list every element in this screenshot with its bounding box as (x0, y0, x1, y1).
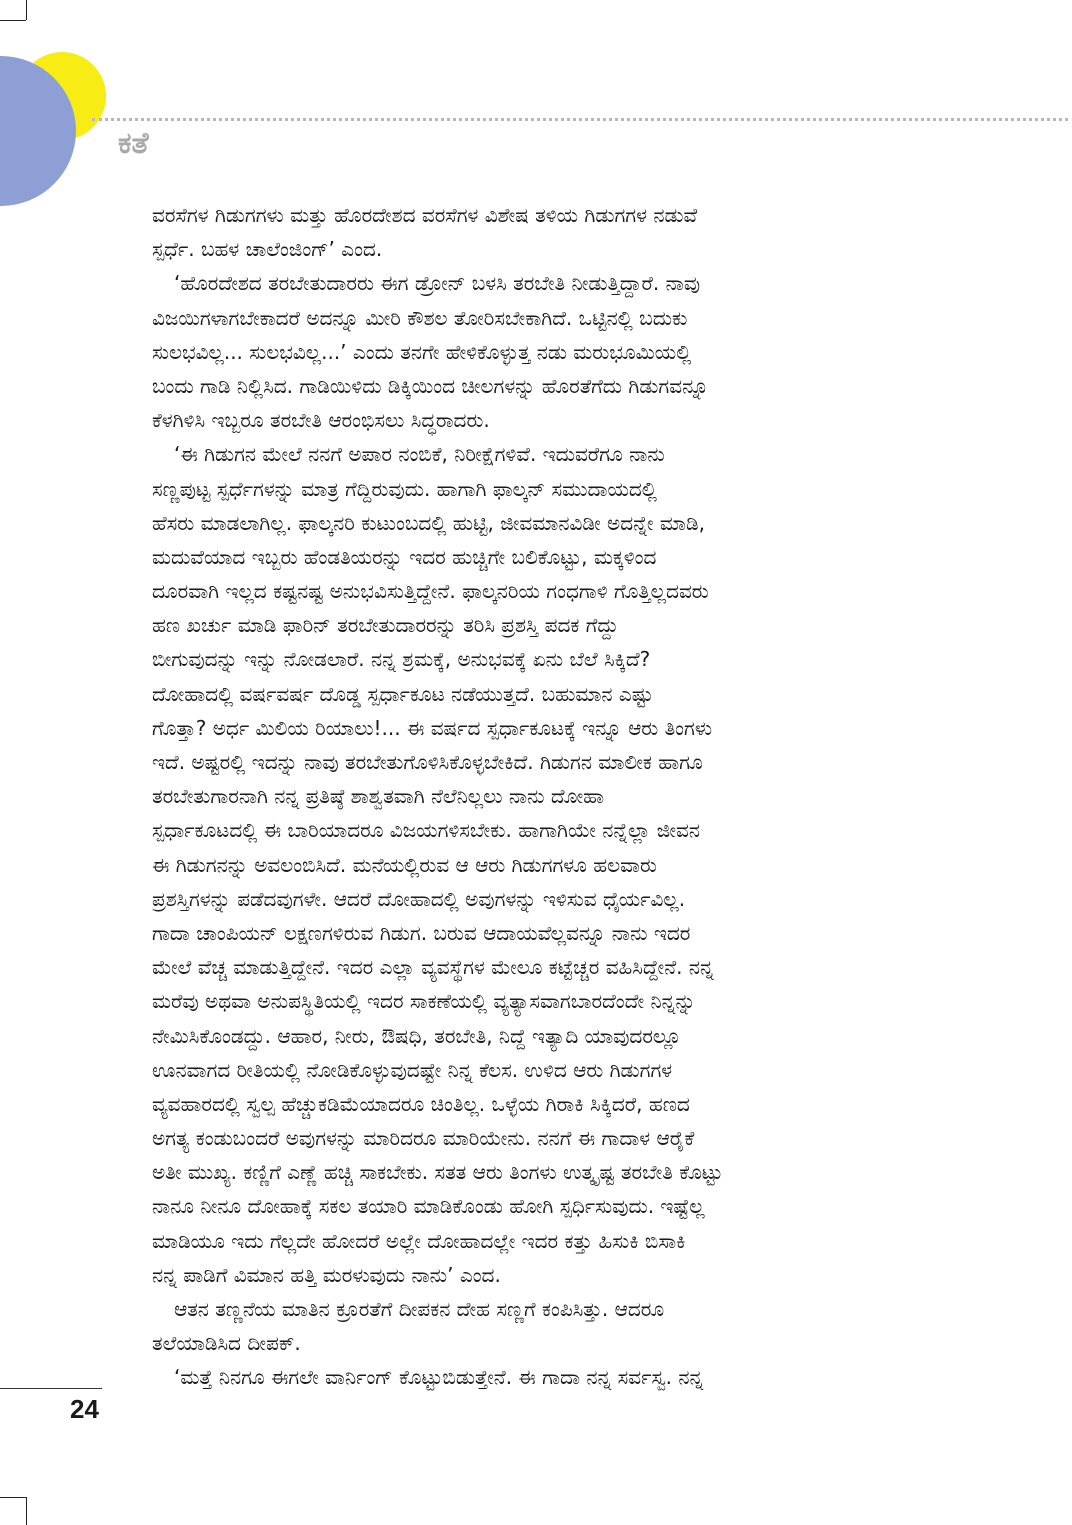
text-line: ಪ್ರಶಸ್ತಿಗಳನ್ನು ಪಡೆದವುಗಳೇ. ಆದರೆ ದೋಹಾದಲ್ಲಿ ಅವುಗಳನ್ನು ಇಳಿಸುವ ಧೈರ್ಯವಿಲ್ಲ. (152, 886, 686, 911)
text-line: ಊನವಾಗದ ರೀತಿಯಲ್ಲಿ ನೋಡಿಕೊಳ್ಳುವುದಷ್ಟೇ ನಿನ್ನ ಕೆಲಸ. ಉಳಿದ ಆರು ಗಿಡುಗಗಳ (152, 1057, 673, 1082)
crop-mark-top (26, 0, 27, 20)
text-line: ತರಬೇತುಗಾರನಾಗಿ ನನ್ನ ಪ್ರತಿಷ್ಠೆ ಶಾಶ್ವತವಾಗಿ ನೆಲೆನಿಲ್ಲಲು ನಾನು ದೋಹಾ (152, 784, 605, 809)
text-line: ಮೇಲೆ ವೆಚ್ಚ ಮಾಡುತ್ತಿದ್ದೇನೆ. ಇದರ ಎಲ್ಲಾ ವ್ಯವಸ್ಥೆಗಳ ಮೇಲೂ ಕಟ್ಟೆಚ್ಚರ ವಹಿಸಿದ್ದೇನೆ. ನನ್ನ (152, 955, 714, 980)
text-line: ಸುಲಭವಿಲ್ಲ... ಸುಲಭವಿಲ್ಲ...’ ಎಂದು ತನಗೇ ಹೇಳಿಕೊಳ್ಳುತ್ತ ನಡು ಮರುಭೂಮಿಯಲ್ಲಿ (152, 339, 692, 364)
text-line: ‘ಹೊರದೇಶದ ತರಬೇತುದಾರರು ಈಗ ಡ್ರೋನ್ ಬಳಸಿ ತರಬೇತಿ ನೀಡುತ್ತಿದ್ದಾರೆ. ನಾವು (174, 271, 701, 296)
text-line: ಇದೆ. ಅಷ್ಟರಲ್ಲಿ ಇದನ್ನು ನಾವು ತರಬೇತುಗೊಳಿಸಿಕೊಳ್ಳಬೇಕಿದೆ. ಗಿಡುಗನ ಮಾಲೀಕ ಹಾಗೂ (152, 750, 703, 774)
text-line: ಅತೀ ಮುಖ್ಯ. ಕಣ್ಣಿಗೆ ಎಣ್ಣೆ ಹಚ್ಚಿ ಸಾಕಬೇಕು. ಸತತ ಆರು ತಿಂಗಳು ಉತ್ಕೃಷ್ಟ ತರಬೇತಿ ಕೊಟ್ಟು (152, 1160, 723, 1185)
crop-mark-bottom (26, 1497, 27, 1525)
text-line: ಈ ಗಿಡುಗನನ್ನು ಅವಲಂಬಿಸಿದೆ. ಮನೆಯಲ್ಲಿರುವ ಆ ಆರು ಗಿಡುಗಗಳೂ ಹಲವಾರು (152, 852, 657, 877)
text-line: ಗೊತ್ತಾ? ಅರ್ಧ ಮಿಲಿಯ ರಿಯಾಲು!... ಈ ವರ್ಷದ ಸ್ಪರ್ಧಾಕೂಟಕ್ಕೆ ಇನ್ನೂ ಆರು ತಿಂಗಳು (152, 715, 713, 740)
text-line: ವರಸೆಗಳ ಗಿಡುಗಗಳು ಮತ್ತು ಹೊರದೇಶದ ವರಸೆಗಳ ವಿಶೇಷ ತಳಿಯ ಗಿಡುಗಗಳ ನಡುವೆ (152, 203, 698, 227)
text-line: ‘ಮತ್ತೆ ನಿನಗೂ ಈಗಲೇ ವಾರ್ನಿಂಗ್ ಕೊಟ್ಟುಬಿಡುತ್ತೇನೆ. ಈ ಗಾದಾ ನನ್ನ ಸರ್ವಸ್ವ. ನನ್ನ (174, 1365, 704, 1390)
text-line: ವಿಜಯಿಗಳಾಗಬೇಕಾದರೆ ಅದನ್ನೂ ಮೀರಿ ಕೌಶಲ ತೋರಿಸಬೇಕಾಗಿದೆ. ಒಟ್ಟಿನಲ್ಲಿ ಬದುಕು (152, 305, 688, 330)
header-dotted-rule (92, 118, 1068, 121)
story-text-column (152, 198, 900, 1395)
text-line: ವ್ಯವಹಾರದಲ್ಲಿ ಸ್ವಲ್ಪ ಹೆಚ್ಚುಕಡಿಮೆಯಾದರೂ ಚಿಂತಿಲ್ಲ. ಒಳ್ಳೆಯ ಗಿರಾಕಿ ಸಿಕ್ಕಿದರೆ, ಹಣದ (152, 1091, 690, 1116)
text-line: ಮದುವೆಯಾದ ಇಬ್ಬರು ಹೆಂಡತಿಯರನ್ನು ಇದರ ಹುಚ್ಚಿಗೇ ಬಲಿಕೊಟ್ಟು, ಮಕ್ಕಳಿಂದ (152, 544, 657, 569)
text-line: ದೋಹಾದಲ್ಲಿ ವರ್ಷವರ್ಷ ದೊಡ್ಡ ಸ್ಪರ್ಧಾಕೂಟ ನಡೆಯುತ್ತದೆ. ಬಹುಮಾನ ಎಷ್ಟು (152, 681, 654, 706)
text-line: ಸ್ಪರ್ಧಾಕೂಟದಲ್ಲಿ ಈ ಬಾರಿಯಾದರೂ ವಿಜಯಗಳಿಸಬೇಕು. ಹಾಗಾಗಿಯೇ ನನ್ನೆಲ್ಲಾ ಜೀವನ (152, 818, 700, 843)
text-line: ಗಾದಾ ಚಾಂಪಿಯನ್ ಲಕ್ಷಣಗಳಿರುವ ಗಿಡುಗ. ಬರುವ ಆದಾಯವೆಲ್ಲವನ್ನೂ ನಾನು ಇದರ (152, 920, 691, 945)
text-line: ಸಣ್ಣಪುಟ್ಟ ಸ್ಪರ್ಧೆಗಳನ್ನು ಮಾತ್ರ ಗೆದ್ದಿರುವುದು. ಹಾಗಾಗಿ ಫಾಲ್ಕನ್ ಸಮುದಾಯದಲ್ಲಿ (152, 476, 657, 501)
text-line: ಮಾಡಿಯೂ ಇದು ಗೆಲ್ಲದೇ ಹೋದರೆ ಅಲ್ಲೇ ದೋಹಾದಲ್ಲೇ ಇದರ ಕತ್ತು ಹಿಸುಕಿ ಬಿಸಾಕಿ (152, 1228, 686, 1253)
text-line: ನಾನೂ ನೀನೂ ದೋಹಾಕ್ಕೆ ಸಕಲ ತಯಾರಿ ಮಾಡಿಕೊಂಡು ಹೋಗಿ ಸ್ಪರ್ಧಿಸುವುದು. ಇಷ್ಟೆಲ್ಲ (152, 1194, 705, 1219)
text-line: ‘ಈ ಗಿಡುಗನ ಮೇಲೆ ನನಗೆ ಅಪಾರ ನಂಬಿಕೆ, ನಿರೀಕ್ಷೆಗಳಿವೆ. ಇದುವರೆಗೂ ನಾನು (174, 442, 665, 467)
text-line: ನೇಮಿಸಿಕೊಂಡದ್ದು. ಆಹಾರ, ನೀರು, ಔಷಧಿ, ತರಬೇತಿ, ನಿದ್ದೆ ಇತ್ಯಾದಿ ಯಾವುದರಲ್ಲೂ (152, 1023, 682, 1048)
section-label: ಕತೆ (118, 126, 149, 161)
text-line: ಹಣ ಖರ್ಚು ಮಾಡಿ ಫಾರಿನ್ ತರಬೇತುದಾರರನ್ನು ತರಿಸಿ ಪ್ರಶಸ್ತಿ ಪದಕ ಗೆದ್ದು (152, 613, 619, 638)
crop-mark-bottom-horizontal (0, 1497, 26, 1498)
page-number-rule (0, 1388, 102, 1389)
text-line: ಬೀಗುವುದನ್ನು ಇನ್ನು ನೋಡಲಾರೆ. ನನ್ನ ಶ್ರಮಕ್ಕೆ, ಅನುಭವಕ್ಕೆ ಏನು ಬೆಲೆ ಸಿಕ್ಕಿದೆ? (152, 647, 651, 672)
page-number: 24 (70, 1394, 99, 1424)
text-line: ನನ್ನ ಪಾಡಿಗೆ ವಿಮಾನ ಹತ್ತಿ ಮರಳುವುದು ನಾನು’ ಎಂದ. (152, 1262, 501, 1287)
text-line: ಅಗತ್ಯ ಕಂಡುಬಂದರೆ ಅವುಗಳನ್ನು ಮಾರಿದರೂ ಮಾರಿಯೇನು. ನನಗೆ ಈ ಗಾದಾಳ ಆರೈಕೆ (152, 1126, 695, 1151)
text-line: ತಲೆಯಾಡಿಸಿದ ದೀಪಕ್. (152, 1331, 301, 1356)
text-line: ಸ್ಪರ್ಧೆ. ಬಹಳ ಚಾಲೆಂಜಿಂಗ್’ ಎಂದ. (152, 237, 383, 262)
text-line: ಕೆಳಗಿಳಿಸಿ ಇಬ್ಬರೂ ತರಬೇತಿ ಆರಂಭಿಸಲು ಸಿದ್ಧರಾದರು. (152, 408, 490, 433)
text-line: ಹೆಸರು ಮಾಡಲಾಗಿಲ್ಲ. ಫಾಲ್ಕನರಿ ಕುಟುಂಬದಲ್ಲಿ ಹುಟ್ಟಿ, ಜೀವಮಾನವಿಡೀ ಅದನ್ನೇ ಮಾಡಿ, (152, 510, 705, 535)
text-line: ಮರೆವು ಅಥವಾ ಅನುಪಸ್ಥಿತಿಯಲ್ಲಿ ಇದರ ಸಾಕಣೆಯಲ್ಲಿ ವ್ಯತ್ಯಾಸವಾಗಬಾರದೆಂದೇ ನಿನ್ನನ್ನು (152, 989, 696, 1014)
text-line: ದೂರವಾಗಿ ಇಲ್ಲದ ಕಷ್ಟನಷ್ಟ ಅನುಭವಿಸುತ್ತಿದ್ದೇನೆ. ಫಾಲ್ಕನರಿಯ ಗಂಧಗಾಳಿ ಗೊತ್ತಿಲ್ಲದವರು (152, 579, 709, 604)
crop-mark-top-horizontal (0, 20, 26, 21)
text-line: ಬಂದು ಗಾಡಿ ನಿಲ್ಲಿಸಿದ. ಗಾಡಿಯಿಳಿದು ಡಿಕ್ಕಿಯಿಂದ ಚೀಲಗಳನ್ನು ಹೊರತೆಗೆದು ಗಿಡುಗವನ್ನೂ (152, 373, 709, 398)
text-line: ಆತನ ತಣ್ಣನೆಯ ಮಾತಿನ ಕ್ರೂರತೆಗೆ ದೀಪಕನ ದೇಹ ಸಣ್ಣಗೆ ಕಂಪಿಸಿತ್ತು. ಆದರೂ (174, 1297, 665, 1321)
